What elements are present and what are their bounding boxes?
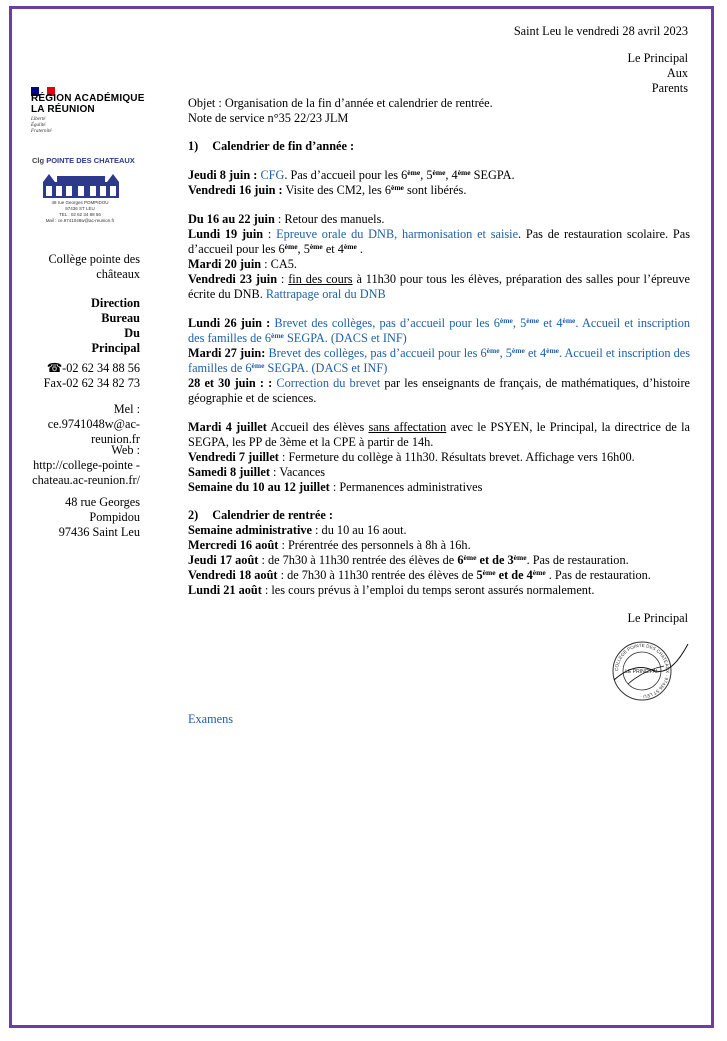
entry-mardi-20-juin: Mardi 20 juin : CA5. [188,257,297,271]
college-building-icon [43,170,119,198]
entry-semaine-10-12-juillet: Semaine du 10 au 12 juillet : Permanences administratives [188,480,483,494]
sidebar-web-block: Web : http://college-pointe - chateau.ac-reunion.fr/ [20,443,140,488]
entry-vendredi-18-aout: Vendredi 18 août : de 7h30 à 11h30 rentrée des élèves de 5ème et de 4ème . Pas de restauration. [188,568,651,582]
entry-semaine-administrative: Semaine administrative : du 10 au 16 aout. [188,523,407,537]
region-logo-title: RÉGION ACADÉMIQUE LA RÉUNION [31,93,145,115]
sidebar-college-name: Collège pointe des châteaux [48,252,140,281]
entry-vendredi-16-juin: Vendredi 16 juin : Visite des CM2, les 6ème sont libérés. [188,183,467,197]
subject-line: Objet : Organisation de la fin d’année et calendrier de rentrée. [188,96,493,110]
section-2-heading: 2) Calendrier de rentrée : [188,508,334,522]
college-logo-address: 48 rue Georges POMPIDOU 97436 ST LEU TEL : 02 62 34 88 56 Mail : ce.9741048w@ac-reunion.fr [45,200,115,223]
entry-samedi-8-juillet: Samedi 8 juillet : Vacances [188,465,326,479]
marianne-flag-icon [31,83,55,92]
entry-lundi-19-juin: Lundi 19 juin : Epreuve orale du DNB, harmonisation et saisie. Pas de restauration scolaire. Pas d’accueil pour les 6ème, 5ème et 4ème . [188,227,690,256]
entry-lundi-26-juin: Lundi 26 juin : Brevet des collèges, pas d’accueil pour les 6ème, 5ème et 4ème. Accueil et inscription des familles de 6ème SEGPA. (DACS et INF) [188,316,690,345]
entry-du-16-au-22-juin: Du 16 au 22 juin : Retour des manuels. [188,212,385,226]
recipient-line: Aux [666,66,688,80]
recipient-line: Parents [651,81,688,95]
entry-mardi-4-juillet: Mardi 4 juillet Accueil des élèves sans affectation avec le PSYEN, le Principal, la directrice de la SEGPA, les PP de 3ème et la CPE à partir de 14h. [188,420,690,449]
entry-lundi-21-aout: Lundi 21 août : les cours prévus à l’emploi du temps seront assurés normalement. [188,583,595,597]
section-1-heading: 1) Calendrier de fin d’année : [188,139,355,153]
sidebar-mail: ce.9741048w@ac- [47,417,140,431]
entry-28-30-juin: 28 et 30 juin : : Correction du brevet par les enseignants de français, de mathématiques, d’histoire géographie et de sciences. [188,376,690,405]
svg-text:LE PRINCIPAL: LE PRINCIPAL [625,669,659,675]
examens-link[interactable]: Examens [188,712,234,726]
principal-stamp-icon [594,640,690,702]
sidebar-phone: ☎-02 62 34 88 56 [46,361,140,375]
recipient-block [628,51,688,96]
entry-mardi-27-juin: Mardi 27 juin: Brevet des collèges, pas d’accueil pour les 6ème, 5ème et 4ème. Accueil et inscription des familles de 6ème SEGPA. (DACS et INF) [188,346,691,375]
subject-block [188,96,690,126]
sidebar-address: 48 rue Georges Pompidou 97436 Saint Leu [58,495,140,539]
date-line: Saint Leu le vendredi 28 avril 2023 [513,24,688,38]
region-motto: Liberté Égalité Fraternité [31,117,52,134]
entry-vendredi-23-juin: Vendredi 23 juin : fin des cours à 11h30 pour tous les élèves, préparation des salles pour l’épreuve écrite du DNB. Rattrapage oral du DNB [188,272,690,301]
sidebar-phone-block [30,361,140,391]
entry-vendredi-7-juillet: Vendredi 7 juillet : Fermeture du collège à 11h30. Résultats brevet. Affichage vers 16h00. [188,450,635,464]
svg-text:COLLEGE POINTE DES CHATEAUX ·: COLLEGE POINTE DES CHATEAUX · 97436 ST LEU · [613,642,671,700]
recipient-line: Le Principal [627,51,688,65]
sidebar-web: http://college-pointe - [33,458,140,472]
entry-mercredi-16-aout: Mercredi 16 août : Prérentrée des personnels à 8h à 16h. [188,538,471,552]
entry-jeudi-8-juin: Jeudi 8 juin : CFG. Pas d’accueil pour les 6ème, 5ème, 4ème SEGPA. [188,168,515,182]
signature-title: Le Principal [627,611,688,625]
sidebar-direction: Direction Bureau Du Principal [91,296,140,355]
sidebar-mail-block: Mel : ce.9741048w@ac- reunion.fr [30,402,140,447]
college-logo-title: Clg POINTE DES CHATEAUX [32,156,135,165]
note-reference: Note de service n°35 22/23 JLM [188,111,349,125]
entry-jeudi-17-aout: Jeudi 17 août : de 7h30 à 11h30 rentrée des élèves de 6ème et de 3ème. Pas de restauration. [188,553,629,567]
sidebar-fax: Fax-02 62 34 82 73 [43,376,140,390]
